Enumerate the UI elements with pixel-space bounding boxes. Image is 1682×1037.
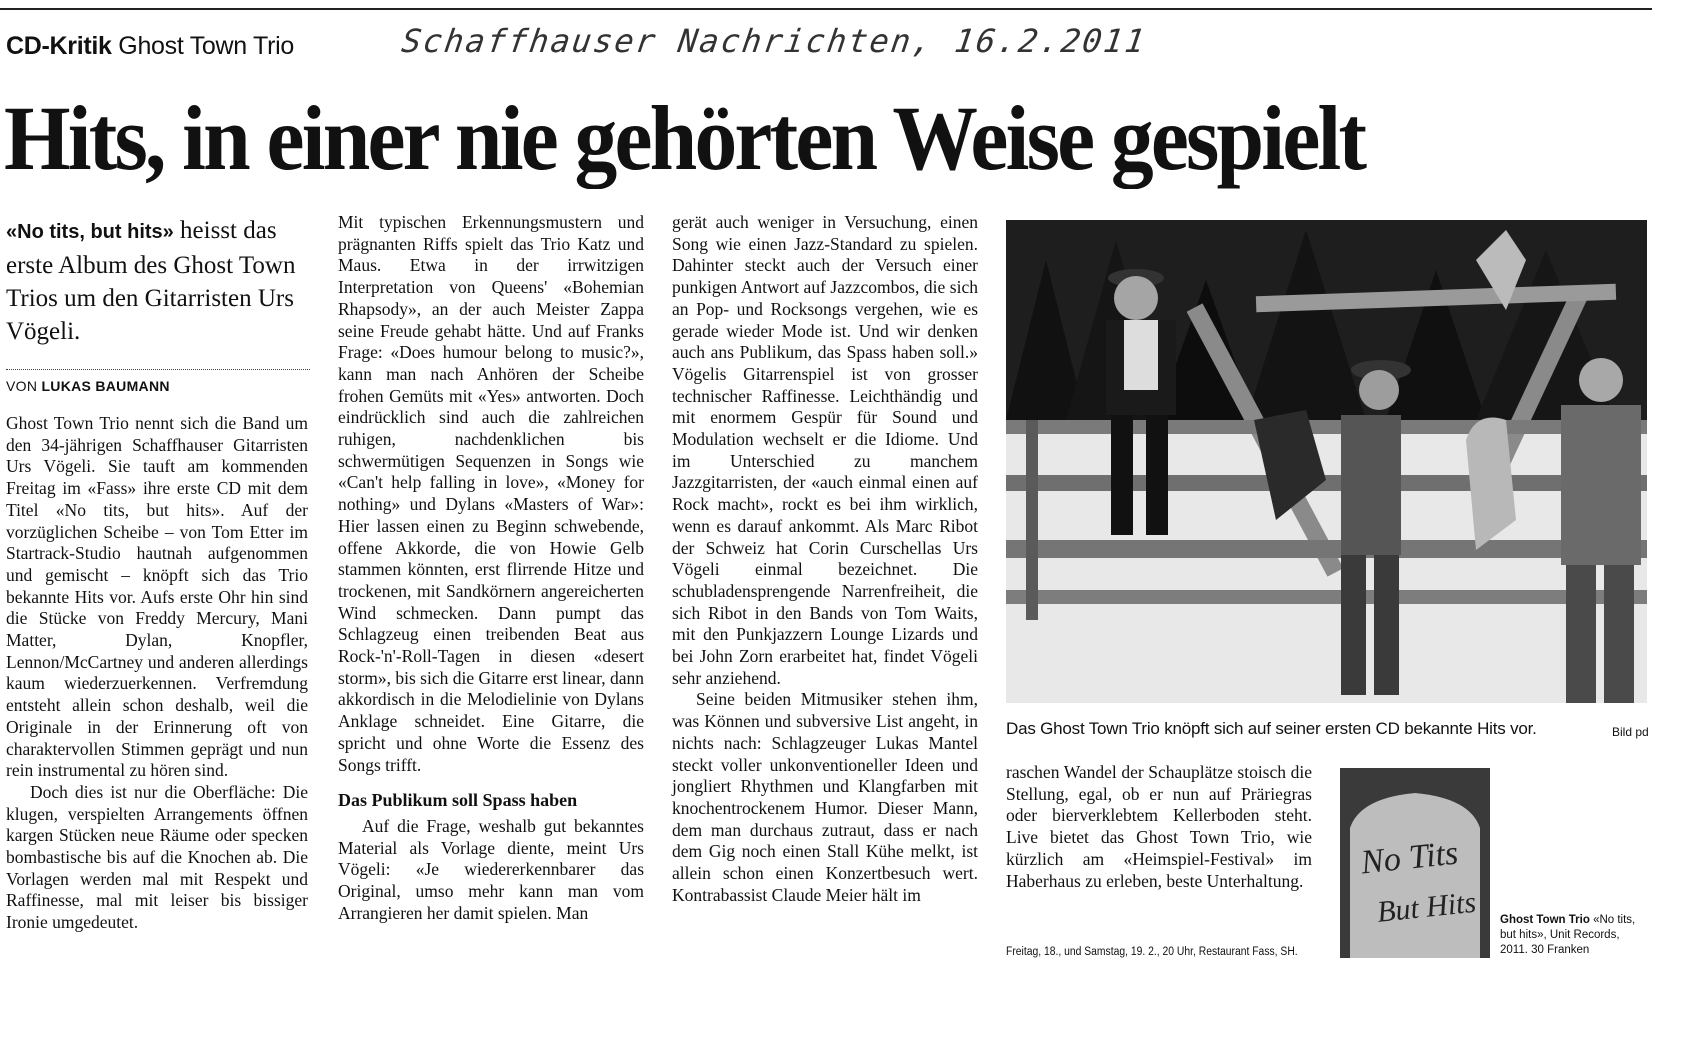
event-info: Freitag, 18., und Samstag, 19. 2., 20 Uhr, Restaurant Fass, SH. xyxy=(1006,946,1298,958)
paragraph: Ghost Town Trio nennt sich die Band um den 34-jährigen Schaffhauser Gitarristen Urs Vögeli. Sie tauft am kommenden Freitag im «Fass» ihre erste CD mit dem Titel «No tits, but hits». Auf der vorzüglichen Scheibe – von Tom Etter im Startrack-Studio hautnah aufgenommen und gemischt – knöpft sich das Trio bekannte Hits vor. Aufs erste Ohr hin sind die Stücke von Freddy Mercury, Mani Matter, Dylan, Knopfler, Lennon/McCartney und anderen allerdings kaum wiederzuerkennen. Verfremdung entsteht allein schon deshalb, weil die Originale in der Erinnerung oft von charaktervollen Stimmen geprägt und nun rein instrumental zu hören sind. xyxy=(6,413,308,781)
cd-cover-illustration xyxy=(1340,768,1490,958)
lead-quote: «No tits, but hits» xyxy=(6,221,174,243)
byline-author: LUKAS BAUMANN xyxy=(41,378,170,394)
cd-caption-title: Ghost Town Trio xyxy=(1500,914,1590,926)
byline-divider xyxy=(6,369,310,370)
lead-text xyxy=(6,214,311,348)
article-column-3 xyxy=(672,212,978,907)
byline xyxy=(6,378,170,394)
cd-cover-image xyxy=(1340,768,1490,958)
paragraph: gerät auch weniger in Versuchung, einen Song wie einen Jazz-Standard zu spielen. Dahinter steckt auch der Versuch einer punkigen Antwort auf Jazzcombos, die sich an Pop- und Rocksongs vergehen, wie es gerade wieder Mode ist. Und wir denken auch ans Publikum, das Spass haben soll.» Vögelis Gitarrenspiel ist von grosser technischer Raffinesse. Leichthändig und mit enormem Gespür für Sound und Modulation wechselt er die Idiome. Und im Unterschied zu manchem Jazzgitarristen, der «auch einmal einen auf Rock macht», rockt es bei ihm wirklich, wenn es darauf ankommt. Als Marc Ribot der Schweiz hat Corin Curschellas Urs Vögeli einmal bezeichnet. Die schubladensprengende Narrenfreiheit, die sich Ribot in den Bands von Tom Waits, mit den Punkjazzern Lounge Lizards und bei John Zorn erarbeitet hat, findet Vögeli sehr anziehend. xyxy=(672,212,978,688)
article-column-2 xyxy=(338,212,644,925)
paragraph: Auf die Frage, weshalb gut bekanntes Material als Vorlage diente, meint Urs Vögeli: «Je wiedererkennbarer das Original, umso mehr kann man vom Arrangieren her damit spielen. Man xyxy=(338,815,644,923)
photo-caption: Das Ghost Town Trio knöpft sich auf seiner ersten CD bekannte Hits vor. xyxy=(1006,719,1537,738)
byline-prefix: VON xyxy=(6,378,42,394)
paragraph: Mit typischen Erkennungsmustern und prägnanten Riffs spielt das Trio Katz und Maus. Etwa in der irrwitzigen Interpretation von Queens' «Bohemian Rhapsody», an der auch Meister Zappa seine Freude gehabt hätte. Und auf Franks Frage: «Does humour belong to music?», kann man nach Anhören der Scheibe frohen Gemüts mit «Yes» antworten. Doch eindrücklich sind auch die zahlreichen ruhigen, nachdenklichen bis schwermütigen Sequenzen in Songs wie «Can't help falling in love», «Money for nothing» und Dylans «Masters of War»: Hier lassen einen zu Beginn schwebende, offene Akkorde, die von Howie Gelb stammen könnten, erst flirrende Hitze und trockenen, mit Sandkörnern angereicherten Wind schmecken. Dann pumpt das Schlagzeug einen treibenden Beat aus Rock-'n'-Roll-Tagen in diesen «desert storm», bis sich die Gitarre erst linear, dann akkordisch in die Melodielinie von Dylans Anklage schneidet. Eine Gitarre, die spricht und ohne Worte die Essenz des Songs trifft. xyxy=(338,212,644,775)
handwritten-source-note: Schaffhauser Nachrichten, 16.2.2011 xyxy=(399,22,1149,60)
paragraph: Seine beiden Mitmusiker stehen ihm, was Können und subversive List angeht, in nichts nach: Schlagzeuger Lukas Mantel steckt voller unkonventioneller Ideen und jongliert Rhythmen und Klangfarben mit knochentrockenem Humor. Dieser Mann, dem man durchaus zutraut, dass er nach dem Gig noch einen Stall Kühe melkt, ist allein schon einen Konzertbesuch wert. Kontrabassist Claude Meier hält im xyxy=(672,689,978,905)
subheading: Das Publikum soll Spass haben xyxy=(338,790,578,811)
shirt-text-line-2: But Hits xyxy=(1375,885,1478,929)
band-photo xyxy=(1006,220,1647,703)
headline: Hits, in einer nie gehörten Weise gespielt xyxy=(4,87,1365,189)
cd-caption xyxy=(1500,913,1640,958)
kicker xyxy=(6,32,294,61)
kicker-topic: Ghost Town Trio xyxy=(118,32,294,60)
top-rule xyxy=(0,8,1652,10)
paragraph: raschen Wandel der Schauplätze stoisch die Stellung, egal, ob er nun auf Präriegras oder bierverklebtem Kellerboden steht. Live bietet das Ghost Town Trio, wie kürzlich am «Heimspiel-Festival» im Haberhaus zu erleben, beste Unterhaltung. xyxy=(1006,762,1312,891)
kicker-label: CD-Kritik xyxy=(6,32,112,60)
band-photo-illustration xyxy=(1006,220,1647,703)
cd-caption-details: «No tits, but hits», Unit Records, 2011. 30 Franken xyxy=(1500,914,1636,956)
photo-credit: Bild pd xyxy=(1612,725,1649,739)
article-column-4 xyxy=(1006,762,1312,892)
lead-body: heisst das erste Album des Ghost Town Trios um den Gitarristen Urs Vögeli. xyxy=(6,217,296,345)
shirt-text-line-1: No Tits xyxy=(1359,834,1460,882)
article-column-1 xyxy=(6,413,308,934)
paragraph: Doch dies ist nur die Oberfläche: Die klugen, verspielten Arrangements öffnen kargen Stücken neue Räume oder specken bombastische bis auf die Knochen ab. Die Vorlagen werden mal mit Respekt und Raffinesse, mal mit leiser bis bissiger Ironie umgedeutet. xyxy=(6,781,308,933)
